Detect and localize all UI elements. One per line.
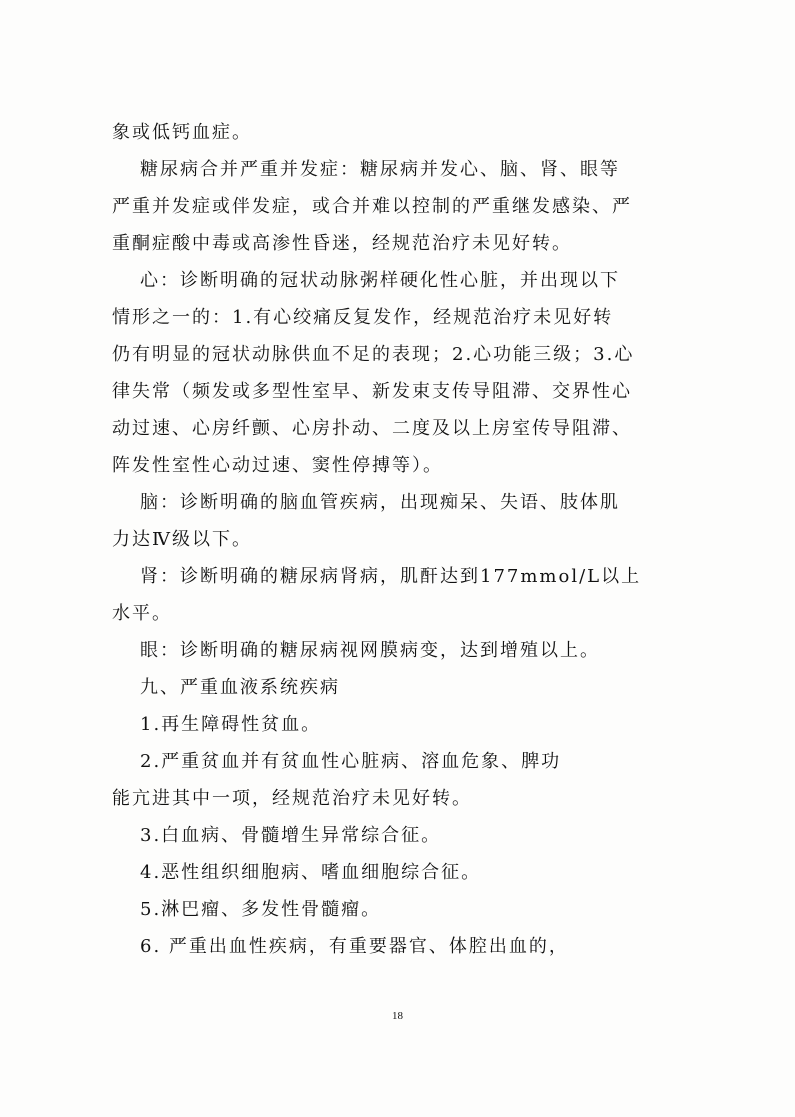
document-body bbox=[112, 114, 642, 965]
paragraph-line: 糖尿病合并严重并发症：糖尿病并发心、脑、肾、眼等 bbox=[140, 159, 620, 180]
paragraph-line: 肾：诊断明确的糖尿病肾病，肌酐达到177mmol/L以上 bbox=[140, 566, 642, 587]
list-item: 3.白血病、骨髓增生异常综合征。 bbox=[140, 825, 442, 846]
text-line: 仍有明显的冠状动脉供血不足的表现；2.心功能三级；3.心 bbox=[112, 344, 635, 365]
section-heading: 九、严重血液系统疾病 bbox=[140, 677, 340, 698]
text-line: 重酮症酸中毒或高渗性昏迷，经规范治疗未见好转。 bbox=[112, 233, 572, 254]
paragraph-line: 脑：诊断明确的脑血管疾病，出现痴呆、失语、肢体肌 bbox=[140, 492, 620, 513]
text-line: 水平。 bbox=[112, 603, 172, 624]
text-line: 能亢进其中一项，经规范治疗未见好转。 bbox=[112, 788, 472, 809]
text-line: 情形之一的：1.有心绞痛反复发作，经规范治疗未见好转 bbox=[112, 307, 614, 328]
text-line: 力达Ⅳ级以下。 bbox=[112, 529, 252, 550]
list-item: 6. 严重出血性疾病，有重要器官、体腔出血的， bbox=[140, 936, 569, 957]
list-item: 4.恶性组织细胞病、嗜血细胞综合征。 bbox=[140, 862, 482, 883]
text-line: 律失常（频发或多型性室早、新发束支传导阻滞、交界性心 bbox=[112, 381, 632, 402]
list-item: 2.严重贫血并有贫血性心脏病、溶血危象、脾功 bbox=[140, 751, 562, 772]
list-item: 5.淋巴瘤、多发性骨髓瘤。 bbox=[140, 899, 382, 920]
list-item: 1.再生障碍性贫血。 bbox=[140, 714, 322, 735]
text-line: 阵发性室性心动过速、窦性停搏等）。 bbox=[112, 455, 443, 476]
text-line: 象或低钙血症。 bbox=[112, 122, 252, 143]
paragraph-line: 眼：诊断明确的糖尿病视网膜病变，达到增殖以上。 bbox=[140, 640, 600, 661]
page-number: 18 bbox=[392, 1010, 403, 1022]
text-line: 动过速、心房纤颤、心房扑动、二度及以上房室传导阻滞、 bbox=[112, 418, 632, 439]
paragraph-line: 心：诊断明确的冠状动脉粥样硬化性心脏，并出现以下 bbox=[140, 270, 620, 291]
text-line: 严重并发症或伴发症，或合并难以控制的严重继发感染、严 bbox=[112, 196, 632, 217]
